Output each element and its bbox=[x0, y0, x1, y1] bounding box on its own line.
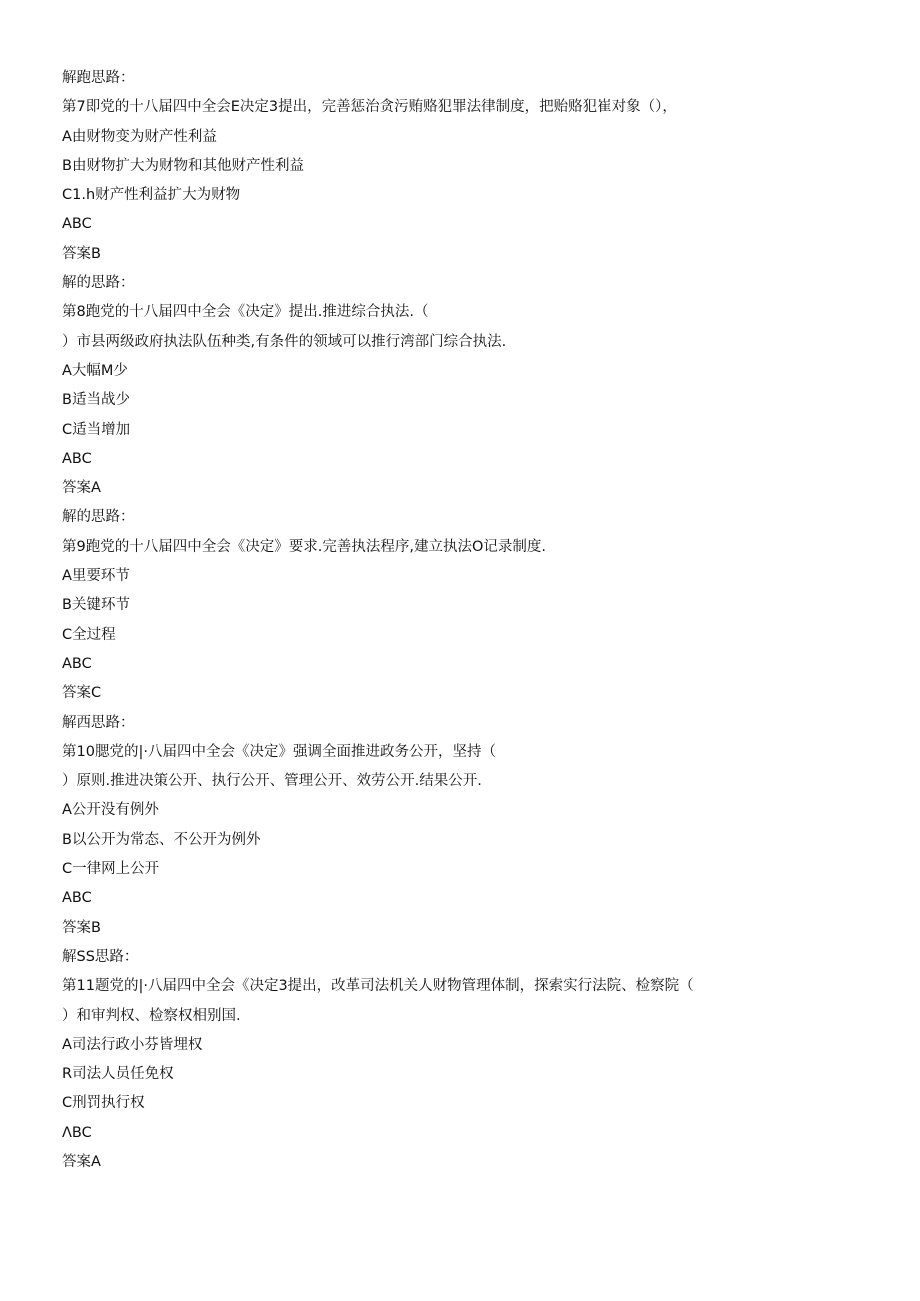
answer-line: 答案B bbox=[62, 245, 101, 262]
answer-line: 答案C bbox=[62, 685, 102, 702]
question-11-text: 第11题党的|·八届四中全会《决定3提出，改革司法机关人财物管理体制，探索实行法院、检察院（ bbox=[62, 978, 694, 995]
choices-line: ABC bbox=[62, 450, 92, 467]
option-line: A里要环节 bbox=[62, 568, 130, 585]
choices-line: ΛBC bbox=[62, 1124, 92, 1141]
option-line: B关键环节 bbox=[62, 597, 130, 614]
option-line: C全过程 bbox=[62, 626, 116, 643]
option-line: B由财物扩大为财物和其他财产性利益 bbox=[62, 157, 304, 174]
option-line: C适当增加 bbox=[62, 421, 131, 438]
option-line: B以公开为常态、不公开为例外 bbox=[62, 831, 261, 848]
question-11-text-cont: ）和审判权、检察权相别国. bbox=[62, 1007, 241, 1024]
question-7-text: 第7即党的十八届四中全会E决定3提出，完善惩治贪污贿赂犯罪法律制度，把贻赂犯崔对象（）， bbox=[62, 99, 677, 116]
answer-line: 答案B bbox=[62, 919, 101, 936]
text-line: 解的思路： bbox=[62, 509, 135, 526]
option-line: A大幅M少 bbox=[62, 362, 128, 379]
question-8-text: 第8跑党的十八届四中全会《决定》提出.推进综合执法.（ bbox=[62, 304, 429, 321]
question-8-text-cont: ）市县两级政府执法队伍种类,有条件的领域可以推行湾部门综合执法. bbox=[62, 333, 507, 350]
choices-line: ABC bbox=[62, 890, 92, 907]
document-body bbox=[62, 64, 882, 1177]
text-line: 解西思路： bbox=[62, 714, 135, 731]
option-line: C一律网上公开 bbox=[62, 861, 160, 878]
option-line: A公开没有例外 bbox=[62, 802, 159, 819]
option-line: R司法人员任免权 bbox=[62, 1066, 174, 1083]
question-10-text: 第10腮党的|·八届四中全会《决定》强调全面推进政务公开，坚持（ bbox=[62, 743, 496, 760]
choices-line: ABC bbox=[62, 655, 92, 672]
question-10-text-cont: ）原则.推进决策公开、执行公开、管理公开、效劳公开.结果公开. bbox=[62, 773, 482, 790]
text-line: 解的思路： bbox=[62, 275, 135, 292]
option-line: C1.h财产性利益扩大为财物 bbox=[62, 187, 241, 204]
answer-line: 答案A bbox=[62, 1153, 101, 1170]
option-line: B适当战少 bbox=[62, 392, 130, 409]
option-line: A由财物变为财产性利益 bbox=[62, 128, 217, 145]
answer-line: 答案A bbox=[62, 480, 101, 497]
option-line: C刑罚执行权 bbox=[62, 1095, 145, 1112]
text-line: 解跑思路： bbox=[62, 70, 135, 86]
question-9-text: 第9跑党的十八届四中全会《决定》要求.完善执法程序,建立执法O记录制度. bbox=[62, 538, 546, 555]
option-line: A司法行政小芬皆埋权 bbox=[62, 1036, 203, 1053]
choices-line: ABC bbox=[62, 216, 92, 233]
text-line: 解SS思路： bbox=[62, 948, 139, 965]
